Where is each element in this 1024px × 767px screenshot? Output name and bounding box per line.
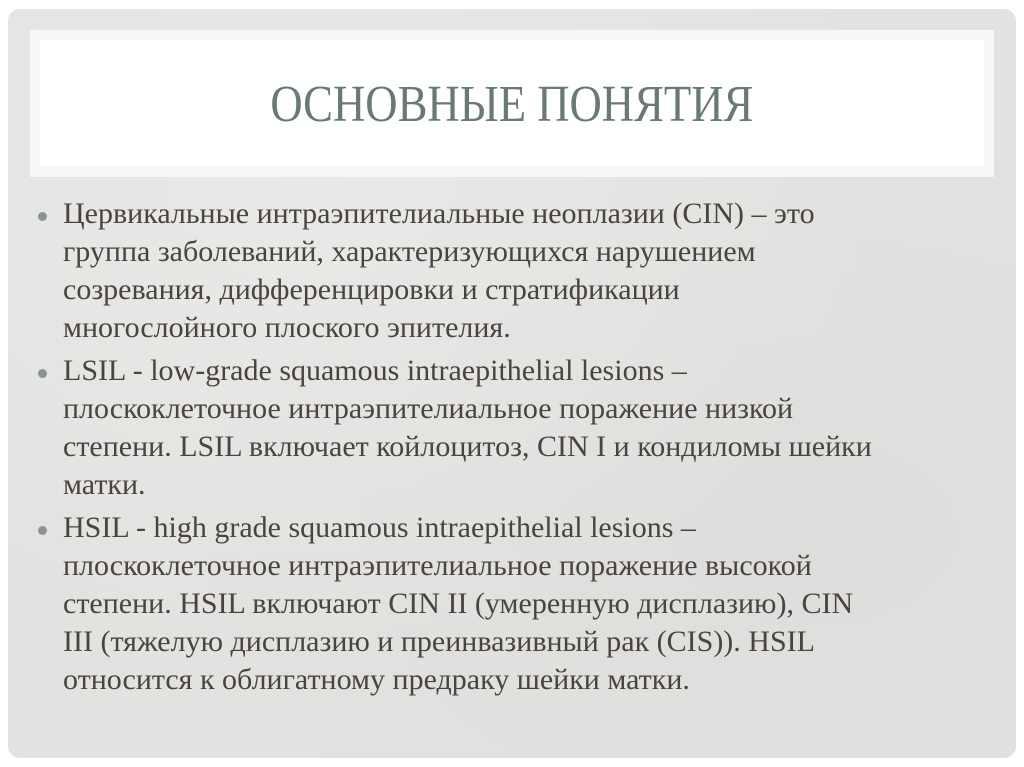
bullet-line: относится к облигатному предраку шейки матки. — [63, 663, 690, 696]
bullet-line: степени. LSIL включает койлоцитоз, CIN I и кондиломы шейки — [63, 430, 872, 463]
bullet-line: матки. — [63, 468, 146, 501]
title-box — [30, 30, 994, 177]
bullet-line: плоскоклеточное интраэпителиальное поражение низкой — [63, 392, 794, 425]
bullet-line: созревания, дифференцировки и стратификации — [63, 273, 680, 306]
bullet-line: группа заболеваний, характеризующихся нарушением — [63, 235, 756, 268]
bullet-item-lsil — [63, 352, 1003, 504]
bullet-line: многослойного плоского эпителия. — [63, 311, 511, 344]
bullet-item-cin — [63, 195, 1003, 347]
bullet-dot-icon — [38, 369, 47, 378]
bullet-dot-icon — [38, 212, 47, 221]
bullet-line: плоскоклеточное интраэпителиальное поражение высокой — [63, 549, 812, 582]
bullet-dot-icon — [38, 526, 47, 535]
bullet-line: III (тяжелую дисплазию и преинвазивный рак (CIS)). HSIL — [63, 625, 815, 658]
bullet-line: Цервикальные интраэпителиальные неоплазии (CIN) – это — [63, 197, 815, 230]
slide-title: ОСНОВНЫЕ ПОНЯТИЯ — [270, 75, 754, 133]
bullet-line: LSIL - low-grade squamous intraepithelial lesions – — [63, 354, 687, 387]
title-inner — [40, 40, 984, 166]
bullet-line: степени. HSIL включают CIN II (умеренную дисплазию), CIN — [63, 587, 854, 620]
bullet-line: HSIL - high grade squamous intraepithelial lesions – — [63, 511, 696, 544]
bullet-item-hsil — [63, 509, 1003, 699]
bullet-list — [63, 195, 1003, 704]
